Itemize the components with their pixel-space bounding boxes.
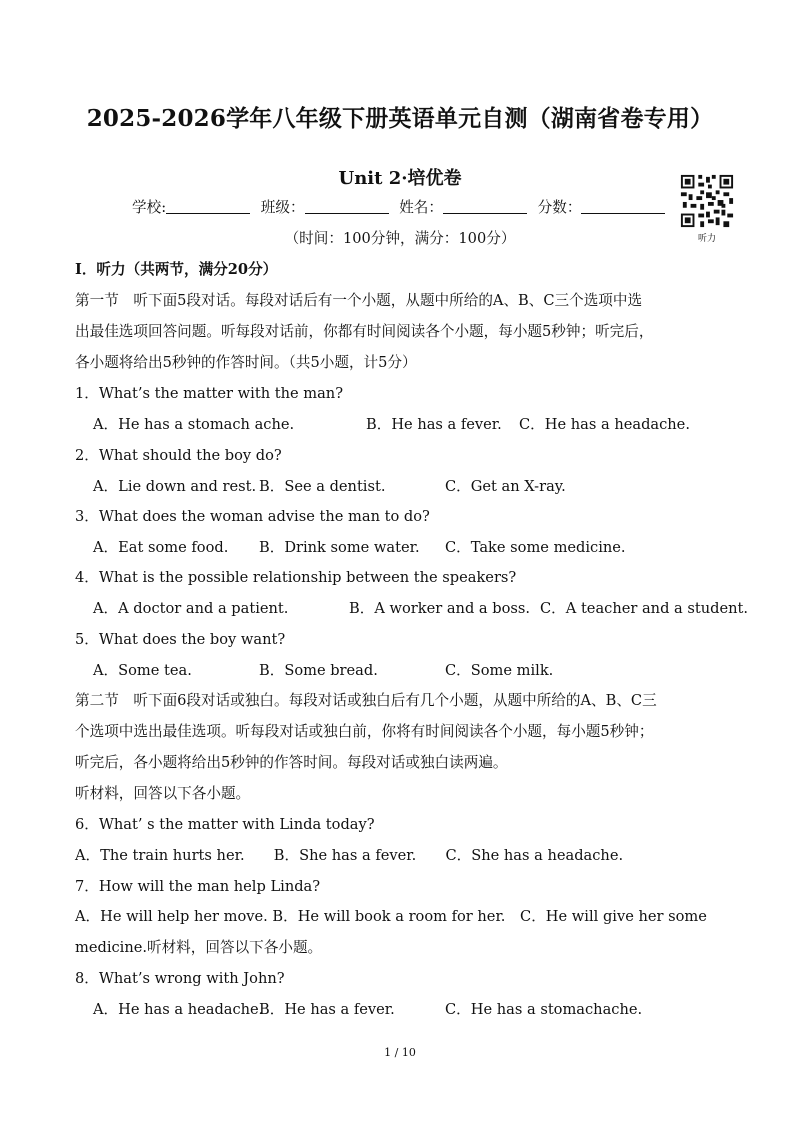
info-fields-row — [132, 198, 671, 218]
question-text: 4．What is the possible relationship between the speakers? — [75, 569, 517, 586]
page-number: 1 / 10 — [384, 1046, 416, 1059]
option-b[interactable]: B．See a dentist. — [259, 478, 386, 495]
option-c[interactable]: C．Some milk. — [445, 662, 554, 679]
unit-subtitle: Unit 2·培优卷 — [338, 168, 462, 189]
score-blank[interactable] — [581, 199, 665, 214]
score-label: 分数： — [537, 199, 582, 216]
section-heading: I．听力（共两节，满分20分） — [75, 261, 278, 278]
part1-intro-line: 各小题将给出5秒钟的作答时间。（共5小题，计5分） — [75, 354, 417, 371]
school-blank[interactable] — [166, 199, 250, 214]
option-a[interactable]: A．Some tea. — [93, 662, 192, 679]
option-c[interactable]: C．Take some medicine. — [445, 539, 626, 556]
qr-code-icon[interactable] — [679, 173, 735, 229]
part2-intro-line: 个选项中选出最佳选项。听每段对话或独白前，你将有时间阅读各个小题，每小题5秒钟； — [75, 723, 654, 740]
question-text: 5．What does the boy want? — [75, 631, 286, 648]
option-a[interactable]: A．Lie down and rest. — [93, 478, 257, 495]
option-a[interactable]: A．Eat some food. — [93, 539, 229, 556]
question-text: 8．What’s wrong with John? — [75, 970, 285, 987]
page-title: 2025-2026学年八年级下册英语单元自测（湖南省卷专用） — [86, 105, 714, 132]
material-prompt: 听材料，回答以下各小题。 — [75, 785, 251, 802]
class-label: 班级： — [260, 199, 305, 216]
time-info: （时间：100分钟，满分：100分） — [284, 230, 516, 247]
class-blank[interactable] — [305, 199, 389, 214]
options-line[interactable]: A．The train hurts her. B．She has a fever. C．She has a headache. — [75, 847, 624, 864]
part2-intro-line: 听完后，各小题将给出5秒钟的作答时间。每段对话或独白读两遍。 — [75, 754, 508, 771]
option-c[interactable]: C．He has a headache. — [519, 416, 690, 433]
name-label: 姓名： — [399, 199, 443, 216]
part1-intro-line: 出最佳选项回答问题。听每段对话前，你都有时间阅读各个小题，每小题5秒钟；听完后， — [75, 323, 654, 340]
part1-intro-line: 第一节 听下面5段对话。每段对话后有一个小题，从题中所给的A、B、C三个选项中选 — [75, 292, 643, 309]
option-a[interactable]: A．He has a stomach ache. — [93, 416, 295, 433]
question-text: 3．What does the woman advise the man to do? — [75, 508, 430, 525]
question-text: 7．How will the man help Linda? — [75, 878, 321, 895]
name-blank[interactable] — [443, 199, 527, 214]
question-text: 6．What’ s the matter with Linda today? — [75, 816, 375, 833]
option-b[interactable]: B．He has a fever. — [366, 416, 502, 433]
part2-intro-line: 第二节 听下面6段对话或独白。每段对话或独白后有几个小题，从题中所给的A、B、C三 — [75, 692, 657, 709]
option-b[interactable]: B．Some bread. — [259, 662, 378, 679]
option-a[interactable]: A．He has a headache. — [93, 1001, 264, 1018]
options-line[interactable]: A．He will help her move. B．He will book a room for her. C．He will give her some — [75, 908, 707, 925]
qr-label: 听力 — [697, 234, 716, 244]
option-b[interactable]: B．He has a fever. — [259, 1001, 395, 1018]
school-label: 学校: — [132, 199, 167, 216]
option-b[interactable]: B．Drink some water. — [259, 539, 420, 556]
option-b[interactable]: B．A worker and a boss. — [349, 600, 531, 617]
option-a[interactable]: A．A doctor and a patient. — [93, 600, 289, 617]
question-text: 1．What’s the matter with the man? — [75, 385, 344, 402]
option-c[interactable]: C．A teacher and a student. — [540, 600, 749, 617]
option-c[interactable]: C．He has a stomachache. — [445, 1001, 643, 1018]
option-c[interactable]: C．Get an X-ray. — [445, 478, 566, 495]
question-text: 2．What should the boy do? — [75, 447, 282, 464]
options-line[interactable]: medicine.听材料，回答以下各小题。 — [75, 939, 323, 956]
